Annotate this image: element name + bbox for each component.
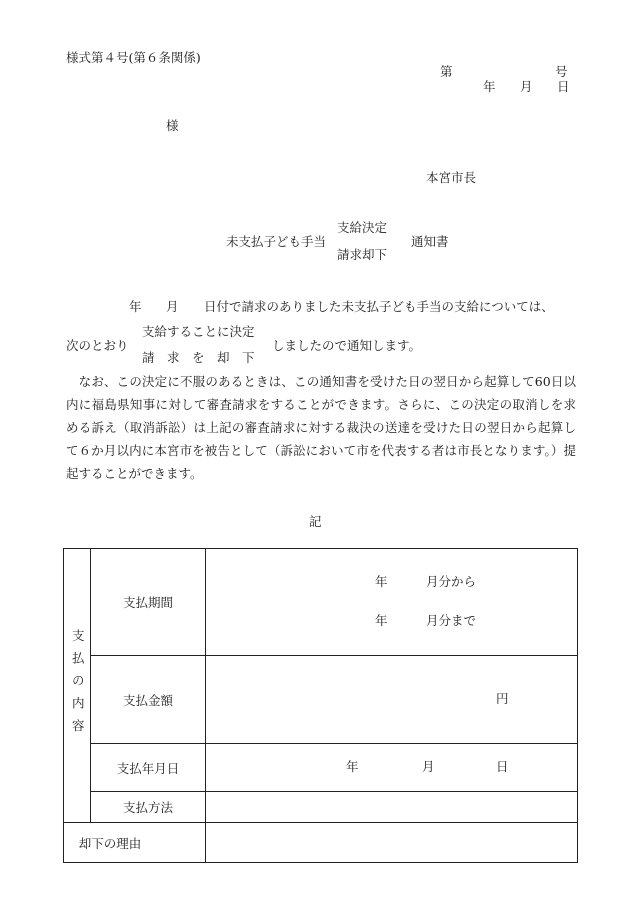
period-from: 月分から bbox=[426, 574, 477, 589]
number-suffix: 号 bbox=[555, 64, 568, 79]
amount-unit: 円 bbox=[496, 691, 509, 706]
period-label: 支払期間 bbox=[91, 549, 206, 656]
pay-month: 月 bbox=[422, 759, 435, 774]
payment-table bbox=[63, 548, 578, 863]
period-from-year: 年 bbox=[375, 574, 388, 589]
date-cell[interactable] bbox=[206, 744, 578, 792]
table-row-method bbox=[64, 792, 578, 823]
appeal-notice: なお、この決定に不服のあるときは、この通知書を受けた日の翌日から起算して60日以内に福島県知事に対して審査請求をすることができます。さらに、この決定の取消しを求める訴え（取消訴訟）は上記の審査請求に対する裁決の送達を受けた日の翌日から起算して６か月以内に本宮市を被告として（訴訟において市を代表する者は市長となります。）提起することができます。 bbox=[66, 374, 576, 481]
title-option-reject: 請求却下 bbox=[337, 247, 388, 262]
title-right: 通知書 bbox=[411, 234, 449, 249]
date-label: 支払年月日 bbox=[91, 744, 206, 792]
date-month: 月 bbox=[520, 79, 533, 94]
decision-option-approve: 支給することに決定 bbox=[142, 324, 255, 339]
decision-prefix: 次のとおり bbox=[66, 338, 129, 353]
form-number: 様式第４号(第６条関係) bbox=[66, 50, 201, 65]
payment-content-label: 支払の内容 bbox=[70, 629, 86, 742]
table-row-period bbox=[64, 549, 578, 656]
period-cell[interactable] bbox=[206, 549, 578, 656]
period-to-year: 年 bbox=[375, 613, 388, 628]
table-row-reject bbox=[64, 823, 578, 863]
request-text: 日付で請求のありました未支払子ども手当の支給については、 bbox=[204, 299, 554, 314]
amount-label: 支払金額 bbox=[91, 656, 206, 744]
amount-cell[interactable] bbox=[206, 656, 578, 744]
addressee-honorific: 様 bbox=[166, 118, 179, 133]
decision-option-reject: 請 求 を 却 下 bbox=[142, 350, 255, 365]
pay-year: 年 bbox=[346, 759, 359, 774]
table-row-date bbox=[64, 744, 578, 792]
reject-reason-cell[interactable] bbox=[206, 823, 578, 863]
period-to: 月分まで bbox=[426, 613, 477, 628]
request-month: 月 bbox=[166, 299, 179, 314]
date-year: 年 bbox=[483, 79, 496, 94]
ki-heading: 記 bbox=[309, 514, 322, 529]
decision-suffix: しましたので通知します。 bbox=[272, 338, 422, 353]
request-year: 年 bbox=[129, 299, 142, 314]
reject-reason-label-cell bbox=[64, 823, 206, 863]
method-cell[interactable] bbox=[206, 792, 578, 823]
title-option-approve: 支給決定 bbox=[337, 220, 388, 235]
title-left: 未支払子ども手当 bbox=[226, 234, 327, 249]
method-label: 支払方法 bbox=[91, 792, 206, 823]
table-row-amount bbox=[64, 656, 578, 744]
pay-day: 日 bbox=[496, 759, 509, 774]
issuer: 本宮市長 bbox=[426, 170, 477, 185]
date-day: 日 bbox=[557, 79, 570, 94]
number-prefix: 第 bbox=[440, 64, 453, 79]
reject-reason-label: 却下の理由 bbox=[78, 835, 142, 851]
payment-content-group bbox=[64, 549, 91, 823]
